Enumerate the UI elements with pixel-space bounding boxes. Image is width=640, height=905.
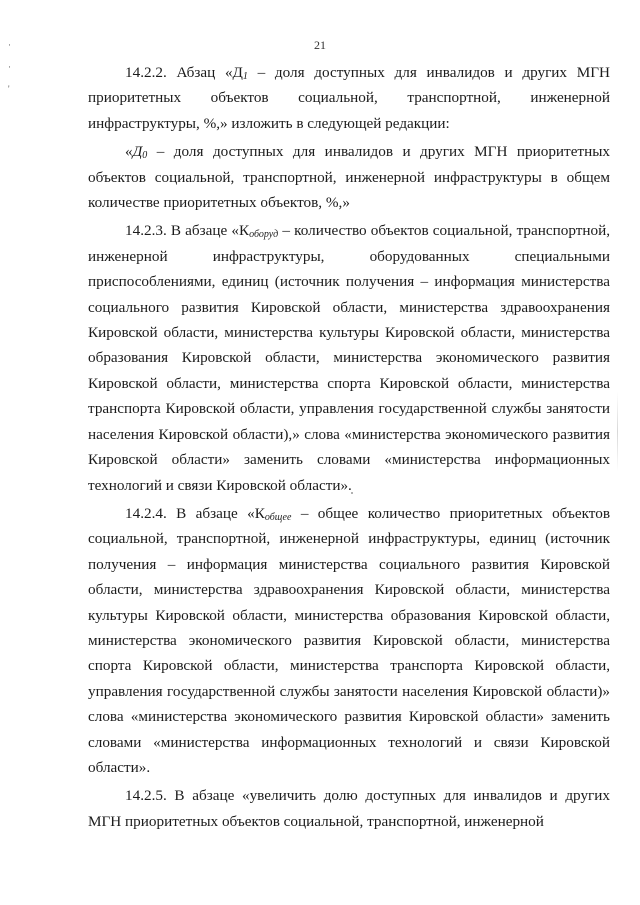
paragraph-text: – доля доступных для инвалидов и других МГН приоритетных объектов социальной, транспортной, инженерной инфраструктуры в общем количестве приоритетных объектов, %,» [88, 143, 610, 212]
paragraph-d0-definition [88, 139, 610, 215]
paragraph-14-2-3 [88, 218, 610, 497]
paragraph-text: 14.2.3. В абзаце «К [125, 222, 250, 240]
subscript-index: 0 [142, 150, 148, 162]
italic-symbol: Д [132, 143, 143, 161]
subscript-index: 1 [242, 71, 248, 82]
margin-mark: · [8, 62, 11, 72]
paragraph-text: 14.2.2. Абзац «Д [125, 64, 243, 81]
margin-mark: · [8, 40, 11, 50]
paragraph-text: 14.2.4. В абзаце «К [125, 504, 265, 522]
paragraph-14-2-4 [88, 501, 610, 780]
margin-mark: ' [8, 84, 10, 94]
paragraph-text: 14.2.5. В абзаце «увеличить долю доступных для инвалидов и других МГН приоритетных объектов социальной, транспортной, инженерной [88, 787, 610, 830]
scan-edge-shadow [617, 392, 618, 472]
paragraph-text: – общее количество приоритетных объектов социальной, транспортной, инженерной инфраструктуры, единиц (источник получения – информация министерства социального развития Кировской области, министерства здравоохранения Кировской области, министерства культуры Кировской области, министерства образования Кировской области, министерства экономического развития Кировской области, министерства спорта Кировской области, министерства транспорта Кировской области, управления государственной службы занятости населения Кировской области)» слова «министерства экономического развития Кировской области» заменить словами «министерства информационных технологий и связи Кировской области». [88, 504, 610, 776]
paragraph-text: – количество объектов социальной, транспортной, инженерной инфраструктуры, оборудованных специальными приспособлениями, единиц (источник получения – информация министерства социального развития Кировской области, министерства здравоохранения Кировской области, министерства культуры Кировской области, министерства образования Кировской области, министерства экономического развития Кировской области, министерства спорта Кировской области, министерства транспорта Кировской области, управления государственной службы занятости населения Кировской области),» слова «министерства экономического развития Кировской области» заменить словами «министерства информационных технологий и связи Кировской области». [88, 222, 610, 494]
paragraph-text: – доля доступных для инвалидов и других МГН приоритетных объектов социальной, транспортной, инженерной инфраструктуры, %,» изложить в следующей редакции: [88, 64, 610, 132]
paragraph-text: « [125, 143, 133, 161]
paragraph-14-2-2 [88, 60, 610, 136]
subscript-index: общее [264, 511, 292, 523]
document-body [88, 60, 610, 834]
subscript-index: оборуд [249, 229, 279, 241]
paragraph-14-2-5 [88, 783, 610, 834]
page-number: 21 [314, 38, 326, 52]
